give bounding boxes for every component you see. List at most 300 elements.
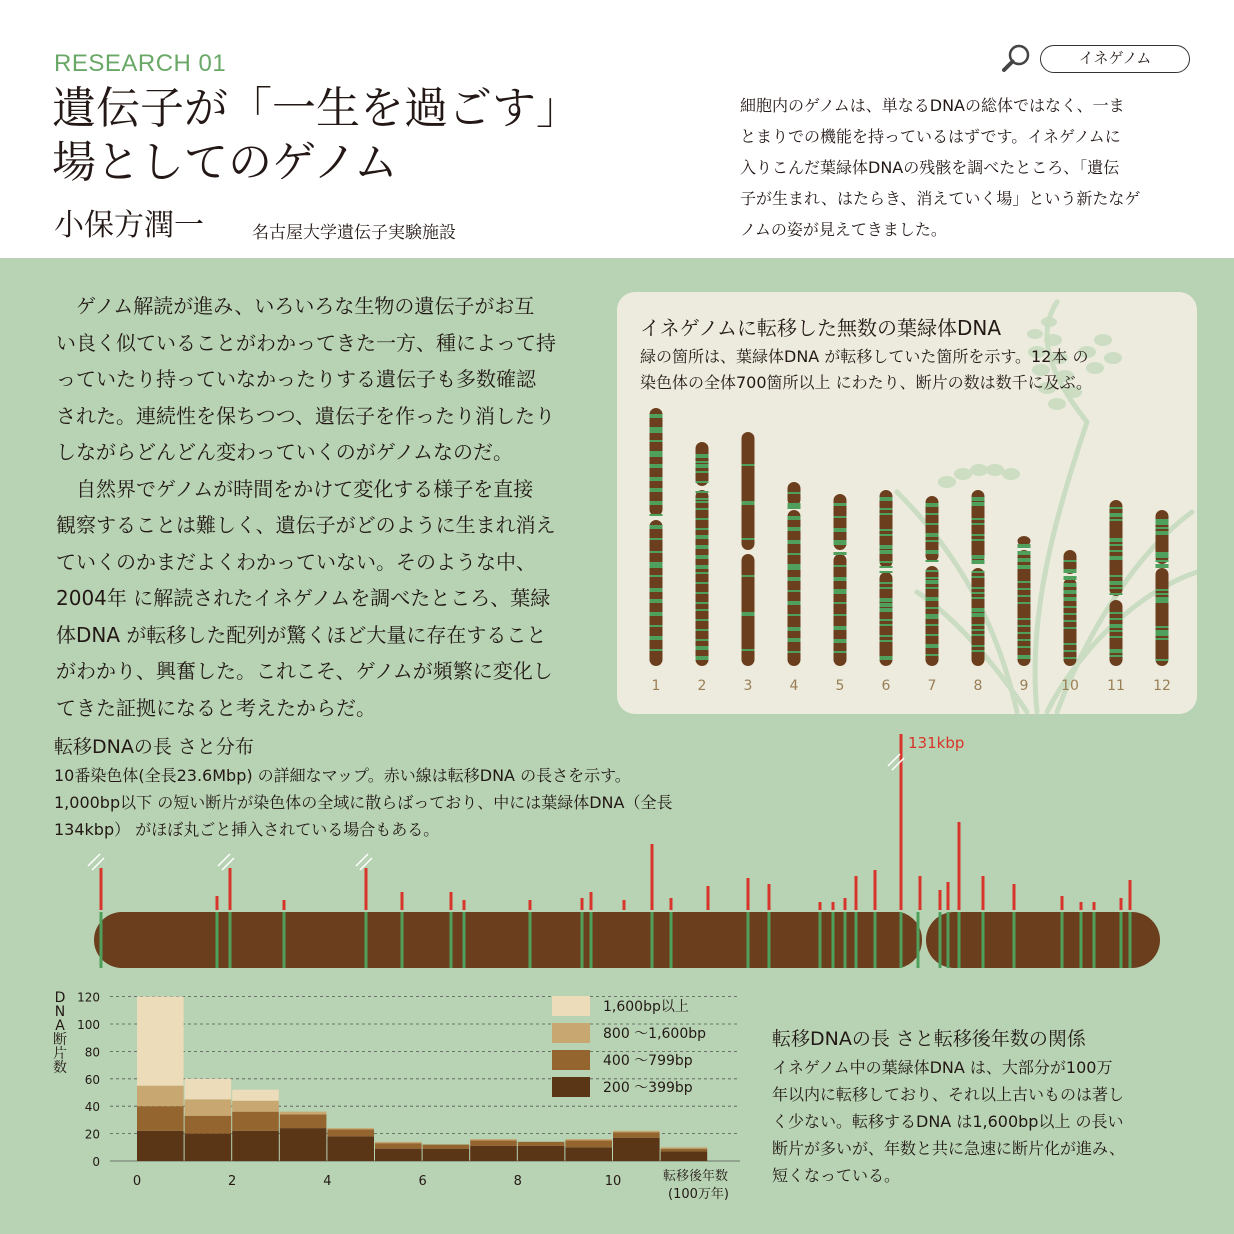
axis-break-marks (88, 754, 904, 870)
histogram-bar (423, 1145, 470, 1149)
x-tick-label: 0 (132, 1174, 142, 1189)
x-tick-label: 4 (323, 1174, 332, 1189)
chromosome (1064, 550, 1077, 666)
insert-band (788, 640, 801, 642)
insert-band (365, 912, 368, 968)
insert-band (747, 912, 750, 968)
insert-band (972, 613, 985, 617)
peak-label: 131kbp (908, 734, 965, 752)
insert-band (788, 601, 801, 603)
insert-band (696, 498, 709, 500)
histogram-bar (375, 1143, 422, 1148)
x-tick-label: 2 (228, 1174, 237, 1189)
insert-length-marker (958, 822, 961, 910)
insert-band (650, 588, 663, 592)
chromosome-label: 4 (789, 678, 799, 694)
insert-band (742, 612, 755, 616)
insert-band (1093, 912, 1096, 968)
insert-band (788, 540, 801, 542)
insert-band (972, 576, 985, 578)
x-tick-label: 10 (604, 1174, 622, 1189)
insert-band (880, 561, 893, 563)
insert-band (650, 429, 663, 433)
insert-band (742, 649, 755, 651)
body-line: しながらどんどん変わっていくのがゲノムなのだ。 (56, 440, 513, 464)
insert-band (650, 464, 663, 466)
insert-band (581, 912, 584, 968)
insert-length-marker (581, 898, 584, 910)
x-tick-label: 6 (418, 1174, 427, 1189)
insert-band (972, 518, 985, 520)
histogram-bar (375, 1149, 422, 1161)
insert-band (696, 572, 709, 574)
insert-band (972, 502, 985, 506)
histogram-bar (232, 1112, 279, 1131)
insert-band (1156, 560, 1169, 562)
age-title: 転移DNAの長 さと転移後年数の関係 (772, 1028, 1086, 1050)
insert-length-marker (939, 890, 942, 910)
panel-caption (640, 344, 1180, 396)
insert-band (450, 912, 453, 968)
lead-line: ノムの姿が見えてきました。 (740, 220, 947, 239)
insert-band (1064, 613, 1077, 615)
insert-band (1156, 527, 1169, 529)
histogram-bar (470, 1146, 517, 1161)
insert-band (834, 590, 847, 594)
title-line-2: 場としてのゲノム (52, 137, 398, 188)
insert-band (216, 912, 219, 968)
insert-band (1110, 624, 1123, 628)
insert-band (742, 464, 755, 466)
chromosome (880, 490, 893, 666)
insert-band (1156, 626, 1169, 628)
insert-band (834, 651, 847, 653)
insert-band (834, 627, 847, 629)
insert-band (1018, 655, 1031, 659)
insert-band (401, 912, 404, 968)
insert-band (696, 592, 709, 594)
insert-band (1129, 912, 1132, 968)
chromosome-arm (650, 408, 663, 516)
insert-band (1064, 597, 1077, 601)
insert-band (1156, 519, 1169, 523)
insert-band (819, 912, 822, 968)
y-tick-label: 60 (84, 1072, 100, 1087)
insert-band (696, 619, 709, 621)
insert-band (880, 608, 893, 612)
insert-band (855, 912, 858, 968)
insert-length-marker (747, 878, 750, 910)
insert-band (880, 619, 893, 621)
insert-length-marker (1013, 884, 1016, 910)
insert-band (972, 560, 985, 564)
insert-band (972, 587, 985, 589)
chromosome (1018, 536, 1031, 666)
insert-band (1110, 519, 1123, 521)
insert-band (788, 492, 801, 494)
histogram-bar (423, 1149, 470, 1161)
insert-length-marker (844, 898, 847, 910)
insert-band (834, 565, 847, 567)
x-axis-label: 転移後年数 (663, 1169, 729, 1184)
insert-band (880, 534, 893, 536)
insert-band (1110, 593, 1123, 595)
insert-band (650, 466, 663, 468)
insert-band (1018, 602, 1031, 604)
histogram-bar (565, 1139, 612, 1140)
insert-band (788, 566, 801, 570)
insert-band (1064, 590, 1077, 594)
insert-band (926, 644, 939, 648)
insert-band (788, 614, 801, 616)
insert-band (1064, 569, 1077, 573)
lead-paragraph (740, 90, 1195, 245)
lead-line: 細胞内のゲノムは、単なるDNAの総体ではなく、一ま (740, 96, 1125, 115)
histogram-bar (565, 1140, 612, 1147)
insert-band (972, 608, 985, 612)
insert-length-marker (463, 900, 466, 910)
insert-band (880, 550, 893, 554)
insert-band (1156, 564, 1169, 568)
insert-band (972, 650, 985, 652)
chromosome-label: 6 (881, 678, 891, 694)
chromosome (834, 494, 847, 666)
insert-band (651, 912, 654, 968)
insert-band (788, 542, 801, 544)
insert-band (900, 912, 903, 968)
histogram-bar (280, 1114, 327, 1128)
insert-band (650, 453, 663, 457)
chromosome-arm (742, 432, 755, 550)
histogram-bar (280, 1112, 327, 1115)
insert-band (788, 590, 801, 592)
histogram-bar (327, 1129, 374, 1136)
legend-label: 1,600bp以上 (603, 999, 689, 1015)
insert-band (1110, 507, 1123, 509)
chromosome-arm (650, 520, 663, 666)
caption-line: 染色体の全体700箇所以上 にわたり、断片の数は数千に及ぶ。 (640, 373, 1092, 392)
insert-band (834, 528, 847, 532)
insert-band (1018, 588, 1031, 590)
legend-label: 400 〜799bp (603, 1053, 693, 1069)
insert-length-marker (283, 900, 286, 910)
insert-length-marker (855, 876, 858, 910)
insert-band (100, 912, 103, 968)
insert-length-marker (919, 876, 922, 910)
insert-length-marker (365, 868, 368, 910)
insert-band (788, 627, 801, 631)
caption-line: 短くなっている。 (772, 1166, 901, 1185)
y-tick-label: 80 (84, 1045, 100, 1060)
author-affiliation: 名古屋大学遺伝子実験施設 (252, 223, 456, 243)
lead-line: 入りこんだ葉緑体DNAの残骸を調べたところ、「遺伝 (740, 158, 1120, 177)
insert-band (650, 551, 663, 553)
insert-band (650, 562, 663, 564)
insert-band (650, 477, 663, 481)
insert-band (788, 553, 801, 555)
insert-band (1018, 618, 1031, 620)
y-tick-label: 0 (92, 1155, 100, 1169)
insert-band (1156, 638, 1169, 640)
insert-band (926, 533, 939, 537)
histogram-bar (327, 1136, 374, 1161)
histogram-bar (232, 1090, 279, 1101)
insert-band (1156, 659, 1169, 661)
insert-band (1064, 627, 1077, 629)
insert-band (926, 550, 939, 554)
insert-band (696, 555, 709, 559)
insert-band (1064, 620, 1077, 622)
histogram-bar (613, 1132, 660, 1137)
insert-band (834, 639, 847, 643)
insert-length-marker (229, 868, 232, 910)
paragraph-2 (56, 471, 598, 727)
insert-band (1156, 589, 1169, 591)
chromosome-label: 2 (697, 678, 707, 694)
insert-band (1110, 538, 1123, 542)
chromosome-set (630, 400, 1190, 700)
body-line: 観察することは難しく、遺伝子がどのように生まれ消え (56, 513, 556, 537)
insert-band (834, 553, 847, 555)
insert-band (1110, 612, 1123, 614)
insert-band (650, 638, 663, 640)
insert-band (947, 912, 950, 968)
insert-length-marker (651, 844, 654, 910)
lead-line: とまりでの機能を持っているはずです。イネゲノムに (740, 127, 1121, 146)
insert-band (844, 912, 847, 968)
insert-length-marker (874, 870, 877, 910)
histogram-bar (185, 1134, 232, 1161)
insert-band (742, 538, 755, 540)
insert-band (696, 528, 709, 530)
insert-band (696, 656, 709, 660)
insert-length-marker (100, 868, 103, 910)
insert-band (650, 649, 663, 651)
chromosome (926, 496, 939, 666)
insert-band (880, 635, 893, 637)
chromosome-label: 1 (651, 678, 661, 694)
body-line: がわかり、興奮した。これこそ、ゲノムが頻繁に変化し (56, 659, 553, 683)
insert-band (926, 513, 939, 515)
insert-band (788, 651, 801, 653)
legend-label: 200 〜399bp (603, 1080, 693, 1096)
distribution-title: 転移DNAの長 さと分布 (54, 736, 254, 758)
insert-band (742, 501, 755, 505)
insert-length-marker (832, 902, 835, 910)
x-axis-unit: (100万年) (668, 1187, 729, 1202)
caption-line: 緑の箇所は、葉緑体DNA が転移していた箇所を示す。12本 の (640, 347, 1089, 366)
insert-band (590, 912, 593, 968)
topic-tag: イネゲノム (1040, 45, 1190, 73)
insert-band (1110, 618, 1123, 620)
insert-length-marker (401, 892, 404, 910)
insert-band (1120, 912, 1123, 968)
body-text (56, 288, 598, 726)
insert-band (880, 545, 893, 549)
age-histogram (40, 980, 760, 1220)
histogram-bar (280, 1128, 327, 1161)
insert-band (696, 501, 709, 503)
histogram-bar (232, 1101, 279, 1112)
insert-band (926, 523, 939, 525)
insert-band (972, 634, 985, 636)
insert-band (696, 545, 709, 549)
insert-band (696, 609, 709, 611)
insert-band (1156, 597, 1169, 601)
insert-length-marker (670, 898, 673, 910)
chromosome (972, 490, 985, 666)
insert-band (1110, 550, 1123, 552)
insert-band (972, 645, 985, 647)
insert-band (972, 597, 985, 599)
insert-band (650, 599, 663, 601)
caption-line: 断片が多いが、年数と共に急速に断片化が進み、 (772, 1139, 1125, 1158)
y-tick-label: 40 (84, 1100, 100, 1115)
insert-band (650, 625, 663, 627)
y-tick-label: 20 (84, 1127, 100, 1142)
caption-line: 年以内に転移しており、それ以上古いものは著し (772, 1085, 1125, 1104)
chromosome-10-map (0, 720, 1234, 980)
histogram-bar (185, 1099, 232, 1115)
caption-line: 10番染色体(全長23.6Mbp) の詳細なマップ。赤い線は転移DNA の長さを示す。 (54, 766, 631, 785)
insert-band (832, 912, 835, 968)
insert-band (650, 538, 663, 540)
insert-band (880, 656, 893, 660)
insert-band (1110, 649, 1123, 653)
paragraph-1 (56, 288, 598, 471)
insert-band (788, 529, 801, 531)
chromosome (1156, 510, 1169, 666)
insert-band (650, 501, 663, 505)
insert-band (1064, 583, 1077, 587)
insert-band (880, 508, 893, 510)
body-line: 自然界でゲノムが時間をかけて変化する様子を直接 (76, 476, 534, 501)
title-line-1: 遺伝子が「一生を過ごす」 (52, 83, 580, 134)
chromosome-label: 12 (1153, 678, 1171, 694)
insert-length-marker (819, 902, 822, 910)
histogram-bar (470, 1139, 517, 1140)
insert-band (834, 504, 847, 506)
insert-band (926, 570, 939, 572)
insert-length-marker (982, 876, 985, 910)
insert-band (650, 612, 663, 616)
chromosome (788, 482, 801, 666)
insert-band (972, 523, 985, 525)
insert-band (1064, 643, 1077, 645)
insert-band (982, 912, 985, 968)
insert-length-marker (768, 884, 771, 910)
insert-band (650, 490, 663, 492)
insert-band (1110, 655, 1123, 657)
histogram-bar (232, 1131, 279, 1161)
histogram-bar (375, 1142, 422, 1143)
histogram-bar (185, 1116, 232, 1134)
insert-band (1110, 636, 1123, 638)
histogram-bar (613, 1138, 660, 1161)
insert-band (1156, 556, 1169, 558)
body-line: ゲノム解読が進み、いろいろな生物の遺伝子がお互 (76, 294, 535, 318)
insert-band (1018, 581, 1031, 583)
insert-band (972, 571, 985, 573)
insert-band (1064, 576, 1077, 580)
insert-band (926, 580, 939, 584)
insert-band (1018, 565, 1031, 569)
insert-length-marker (947, 882, 950, 910)
research-kicker: RESEARCH 01 (54, 50, 227, 77)
insert-band (880, 603, 893, 607)
legend-swatch (552, 1023, 590, 1043)
insert-band (880, 598, 893, 602)
insert-length-marker (1129, 880, 1132, 910)
insert-band (650, 416, 663, 418)
author-name: 小保方潤一 (54, 208, 204, 243)
insert-band (670, 912, 673, 968)
insert-band (1110, 513, 1123, 517)
insert-band (880, 587, 893, 589)
chromosome-arm-right (926, 912, 1160, 968)
insert-band (788, 603, 801, 605)
insert-band (972, 624, 985, 626)
insert-band (880, 513, 893, 515)
insert-band (1018, 595, 1031, 597)
insert-band (1110, 575, 1123, 577)
histogram-bar (137, 1106, 184, 1131)
insert-band (926, 624, 939, 626)
insert-band (926, 560, 939, 562)
insert-band (1018, 625, 1031, 627)
insert-length-marker (1061, 896, 1064, 910)
histogram-bar (518, 1142, 565, 1146)
legend-swatch (552, 1077, 590, 1097)
insert-band (768, 912, 771, 968)
insert-band (1013, 912, 1016, 968)
insert-band (696, 602, 709, 604)
chromosome (696, 442, 709, 666)
insert-band (463, 912, 466, 968)
insert-band (1156, 531, 1169, 535)
insert-length-marker (1093, 902, 1096, 910)
histogram-bar (565, 1147, 612, 1161)
chromosome (1110, 500, 1123, 666)
insert-band (972, 539, 985, 541)
chromosome-arm (972, 490, 985, 564)
insert-band (696, 481, 709, 483)
insert-band (880, 571, 893, 573)
insert-band (696, 582, 709, 584)
insert-band (1064, 657, 1077, 659)
insert-band (972, 592, 985, 594)
insert-band (1061, 912, 1064, 968)
insert-band (696, 461, 709, 463)
insert-band (834, 516, 847, 518)
insert-band (696, 471, 709, 473)
insert-band (696, 639, 709, 641)
chromosome-arm (1156, 568, 1169, 666)
chromosome-label: 8 (973, 678, 983, 694)
insert-band (696, 518, 709, 520)
insert-band (1110, 587, 1123, 589)
panel-title: イネゲノムに転移した無数の葉緑体DNA (640, 316, 1002, 340)
insert-band (696, 508, 709, 510)
insert-band (834, 578, 847, 580)
insert-band (696, 535, 709, 539)
insert-band (650, 564, 663, 568)
insert-band (650, 527, 663, 529)
insert-band (229, 912, 232, 968)
chromosome-label: 5 (835, 678, 845, 694)
chromosome-label: 7 (927, 678, 937, 694)
y-tick-label: 120 (77, 990, 100, 1005)
